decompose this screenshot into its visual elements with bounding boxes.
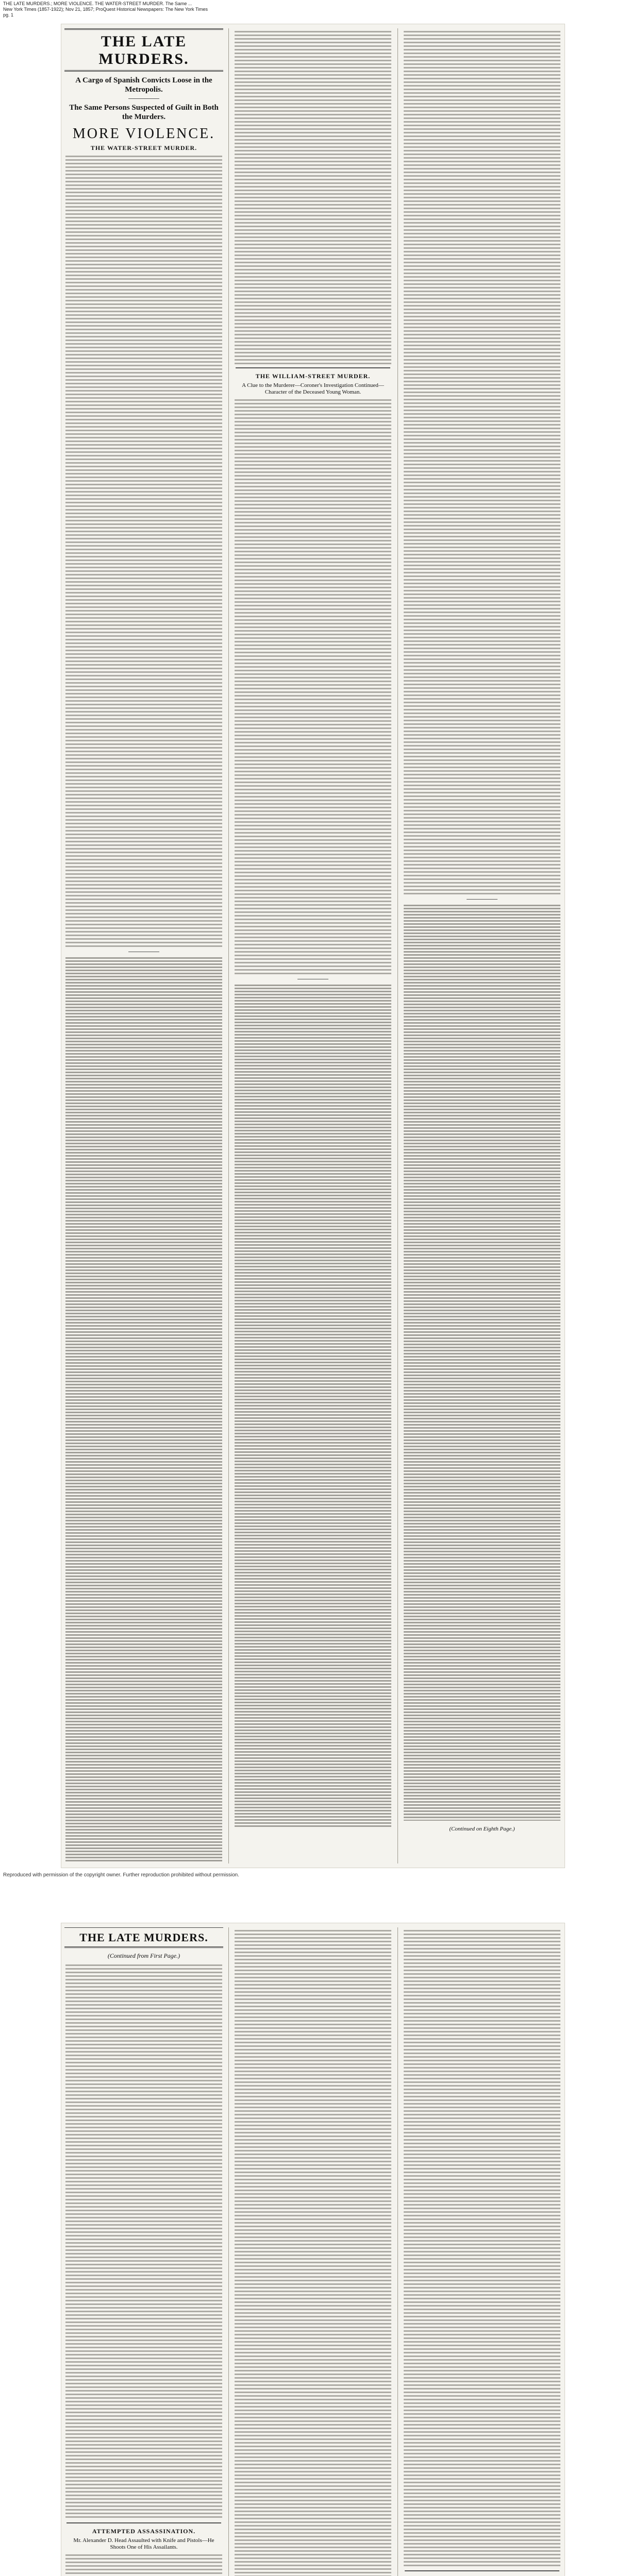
subsection-heading: ATTEMPTED ASSASSINATION. xyxy=(92,2528,196,2535)
divider xyxy=(236,367,390,368)
body-text xyxy=(65,2553,222,2576)
body-text xyxy=(65,154,222,947)
column-rule xyxy=(397,28,398,1863)
column-3 xyxy=(403,28,561,1863)
headline-deck: Mr. Alexander D. Head Assaulted with Knife and Pistols—He Shoots One of His Assailants. xyxy=(73,2537,214,2550)
body-text xyxy=(404,29,560,895)
body-text xyxy=(235,1928,391,2576)
copyright-notice: Reproduced with permission of the copyright owner. Further reproduction prohibited without permission. xyxy=(3,1872,240,1878)
section-heading: MORE VIOLENCE. xyxy=(72,126,215,142)
column-rule xyxy=(228,28,229,1863)
body-text xyxy=(235,398,391,975)
article-page-1 xyxy=(61,24,565,1868)
citation-page: pg. 1 xyxy=(3,12,14,18)
column-2 xyxy=(234,1927,392,2576)
headline-deck: A Cargo of Spanish Convicts Loose in the Metropolis. xyxy=(75,76,212,94)
subsection-heading: THE WILLIAM-STREET MURDER. xyxy=(255,372,371,380)
column-1 xyxy=(64,28,223,1863)
divider xyxy=(128,98,159,99)
headline-deck: A Clue to the Murderer—Coroner's Investigation Continued—Character of the Deceased Young Woman. xyxy=(242,382,384,395)
column-rule xyxy=(397,1927,398,2576)
headline-deck: The Same Persons Suspected of Guilt in Both the Murders. xyxy=(69,104,219,121)
body-text xyxy=(404,904,560,1821)
citation-source: New York Times (1857-1922); Nov 21, 1857; ProQuest Historical Newspapers: The New York Times xyxy=(3,7,208,12)
column-1 xyxy=(64,1927,223,2576)
body-text xyxy=(235,29,391,364)
subsection-heading: THE WATER-STREET MURDER. xyxy=(90,144,197,151)
continued-note: (Continued from First Page.) xyxy=(107,1952,180,1959)
article-masthead: THE LATE MURDERS. xyxy=(64,28,223,72)
body-text xyxy=(65,956,222,1863)
column-3 xyxy=(403,1927,561,2576)
column-rule xyxy=(228,1927,229,2576)
article-masthead: THE LATE MURDERS. xyxy=(64,1927,223,1948)
citation-block xyxy=(3,1,622,18)
body-text xyxy=(65,1963,222,2519)
continued-note: (Continued on Eighth Page.) xyxy=(449,1826,515,1832)
citation-title: THE LATE MURDERS.; MORE VIOLENCE. THE WATER-STREET MURDER. The Same ... xyxy=(3,1,192,6)
column-2 xyxy=(234,28,392,1863)
body-text xyxy=(235,984,391,1828)
divider xyxy=(467,899,498,900)
divider xyxy=(67,2522,221,2523)
body-text xyxy=(404,1928,560,2567)
article-page-2 xyxy=(61,1923,565,2576)
divider xyxy=(405,2570,559,2571)
